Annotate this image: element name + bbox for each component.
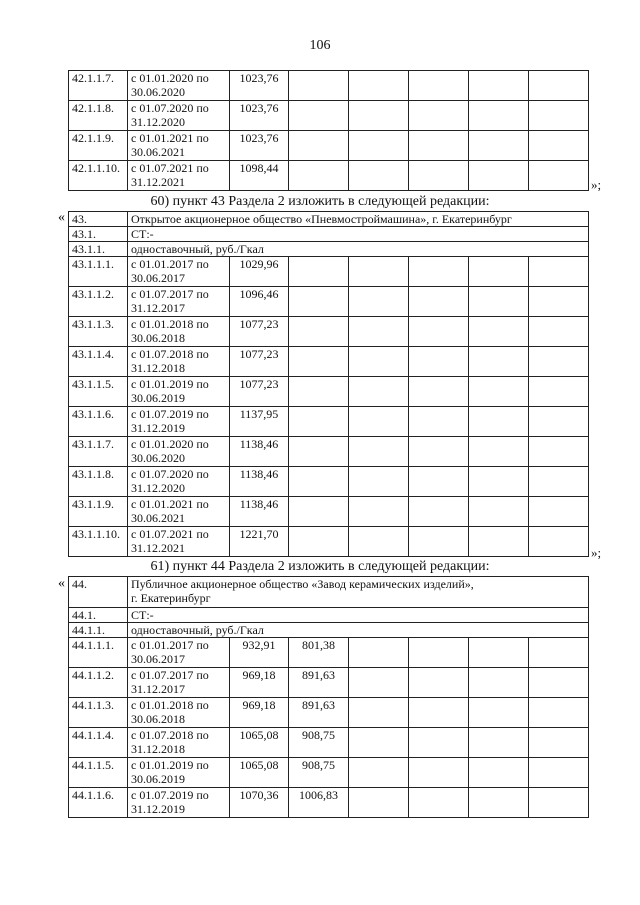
row-code: 44.1.1.6.: [69, 788, 128, 818]
period-start: с 01.07.2017 по: [131, 287, 209, 301]
period-start: с 01.01.2019 по: [131, 377, 209, 391]
row-code: 43.1.1.9.: [69, 497, 128, 527]
period-end: 31.12.2017: [131, 301, 185, 315]
row-text: одноставочный, руб./Гкал: [128, 623, 589, 638]
period-end: 30.06.2018: [131, 331, 185, 345]
row-code: 44.1.1.1.: [69, 638, 128, 668]
row-code: 44.1.: [69, 608, 128, 623]
tariff-value-1: 1023,76: [230, 101, 289, 131]
table-row: [69, 527, 589, 557]
section-heading-60: 60) пункт 43 Раздела 2 изложить в следующей редакции:: [150, 194, 490, 209]
tariff-value-1: 1077,23: [230, 317, 289, 347]
empty-cell: [349, 407, 409, 437]
empty-cell: [529, 668, 589, 698]
organization-name: [128, 577, 589, 608]
period-end: 31.12.2019: [131, 802, 185, 816]
tariff-value-1: 932,91: [230, 638, 289, 668]
period-cell: [128, 347, 230, 377]
empty-cell: [529, 407, 589, 437]
row-code: 43.1.1.8.: [69, 467, 128, 497]
empty-cell: [469, 71, 529, 101]
row-code: 44.: [69, 577, 128, 608]
empty-cell: [469, 728, 529, 758]
row-code: 43.1.1.5.: [69, 377, 128, 407]
period-start: с 01.01.2018 по: [131, 317, 209, 331]
empty-cell: [409, 71, 469, 101]
tariff-value-2: 908,75: [289, 758, 349, 788]
row-code: 43.1.1.: [69, 242, 128, 257]
row-code: 43.1.1.1.: [69, 257, 128, 287]
empty-cell: [529, 638, 589, 668]
empty-cell: [529, 788, 589, 818]
tariff-value-2: 908,75: [289, 728, 349, 758]
empty-cell: [409, 257, 469, 287]
row-code: 42.1.1.7.: [69, 71, 128, 101]
empty-cell: [529, 101, 589, 131]
table-row: [69, 287, 589, 317]
tariff-value-1: 1138,46: [230, 497, 289, 527]
period-start: с 01.07.2017 по: [131, 668, 209, 682]
empty-cell: [469, 467, 529, 497]
table-row: [69, 227, 589, 242]
tariff-value-1: 1098,44: [230, 161, 289, 191]
empty-cell: [409, 728, 469, 758]
period-end: 31.12.2018: [131, 742, 185, 756]
empty-cell: [349, 347, 409, 377]
table-row: [69, 608, 589, 623]
period-end: 30.06.2018: [131, 712, 185, 726]
table-row: [69, 131, 589, 161]
row-code: 44.1.1.2.: [69, 668, 128, 698]
tariff-value-1: 1221,70: [230, 527, 289, 557]
period-cell: [128, 437, 230, 467]
empty-cell: [409, 638, 469, 668]
tariff-table-42: [68, 70, 589, 191]
tariff-value-1: 1077,23: [230, 347, 289, 377]
organization-name-line: г. Екатеринбург: [131, 591, 211, 605]
period-start: с 01.01.2020 по: [131, 437, 209, 451]
period-cell: [128, 638, 230, 668]
table-row: [69, 698, 589, 728]
opening-quote-mark: «: [58, 576, 65, 591]
empty-cell: [409, 698, 469, 728]
period-end: 31.12.2017: [131, 682, 185, 696]
empty-cell: [529, 161, 589, 191]
empty-cell: [349, 101, 409, 131]
period-end: 30.06.2019: [131, 772, 185, 786]
empty-cell: [349, 317, 409, 347]
period-end: 31.12.2020: [131, 115, 185, 129]
table-row: [69, 257, 589, 287]
empty-cell: [349, 257, 409, 287]
empty-cell: [529, 698, 589, 728]
tariff-value-2: [289, 257, 349, 287]
empty-cell: [349, 467, 409, 497]
row-text: одноставочный, руб./Гкал: [128, 242, 589, 257]
closing-quote-mark: »;: [591, 545, 602, 560]
page-number: 106: [309, 38, 331, 53]
empty-cell: [409, 758, 469, 788]
empty-cell: [349, 497, 409, 527]
table-row: [69, 623, 589, 638]
period-cell: [128, 467, 230, 497]
table-row: [69, 101, 589, 131]
empty-cell: [469, 758, 529, 788]
period-start: с 01.07.2021 по: [131, 161, 209, 175]
empty-cell: [409, 497, 469, 527]
period-cell: [128, 161, 230, 191]
table-row: [69, 161, 589, 191]
empty-cell: [469, 668, 529, 698]
row-code: 44.1.1.3.: [69, 698, 128, 728]
table-row: [69, 377, 589, 407]
empty-cell: [529, 377, 589, 407]
table-row: [69, 638, 589, 668]
empty-cell: [469, 287, 529, 317]
period-end: 31.12.2020: [131, 481, 185, 495]
empty-cell: [469, 437, 529, 467]
empty-cell: [469, 101, 529, 131]
table-row: [69, 758, 589, 788]
row-code: 43.1.1.3.: [69, 317, 128, 347]
table-row: [69, 71, 589, 101]
empty-cell: [409, 467, 469, 497]
empty-cell: [409, 161, 469, 191]
table-row: [69, 497, 589, 527]
section-heading-61: 61) пункт 44 Раздела 2 изложить в следующей редакции:: [150, 559, 490, 574]
empty-cell: [469, 161, 529, 191]
row-code: 42.1.1.8.: [69, 101, 128, 131]
empty-cell: [409, 788, 469, 818]
empty-cell: [469, 257, 529, 287]
period-cell: [128, 668, 230, 698]
period-end: 31.12.2021: [131, 541, 185, 555]
tariff-value-1: 1023,76: [230, 131, 289, 161]
period-cell: [128, 101, 230, 131]
tariff-value-1: 1065,08: [230, 758, 289, 788]
empty-cell: [409, 287, 469, 317]
tariff-value-2: 891,63: [289, 698, 349, 728]
tariff-value-2: [289, 287, 349, 317]
row-code: 43.: [69, 212, 128, 227]
empty-cell: [529, 728, 589, 758]
period-cell: [128, 407, 230, 437]
period-start: с 01.07.2021 по: [131, 527, 209, 541]
empty-cell: [349, 437, 409, 467]
table-row: [69, 467, 589, 497]
empty-cell: [349, 668, 409, 698]
empty-cell: [349, 377, 409, 407]
tariff-value-2: [289, 131, 349, 161]
tariff-value-2: [289, 161, 349, 191]
row-text: СТ:-: [128, 227, 589, 242]
tariff-value-1: 1023,76: [230, 71, 289, 101]
empty-cell: [529, 71, 589, 101]
period-end: 30.06.2020: [131, 85, 185, 99]
empty-cell: [349, 728, 409, 758]
row-code: 42.1.1.10.: [69, 161, 128, 191]
period-end: 30.06.2017: [131, 271, 185, 285]
period-end: 30.06.2021: [131, 145, 185, 159]
empty-cell: [529, 131, 589, 161]
empty-cell: [409, 407, 469, 437]
tariff-value-2: [289, 437, 349, 467]
tariff-value-1: 1029,96: [230, 257, 289, 287]
period-end: 30.06.2020: [131, 451, 185, 465]
period-start: с 01.01.2021 по: [131, 497, 209, 511]
period-start: с 01.01.2021 по: [131, 131, 209, 145]
row-text: СТ:-: [128, 608, 589, 623]
tariff-value-1: 969,18: [230, 698, 289, 728]
period-cell: [128, 698, 230, 728]
empty-cell: [409, 437, 469, 467]
empty-cell: [349, 287, 409, 317]
empty-cell: [529, 467, 589, 497]
table-row: [69, 728, 589, 758]
empty-cell: [349, 758, 409, 788]
tariff-value-2: 801,38: [289, 638, 349, 668]
period-cell: [128, 527, 230, 557]
empty-cell: [409, 347, 469, 377]
empty-cell: [469, 347, 529, 377]
empty-cell: [529, 758, 589, 788]
tariff-value-1: 1138,46: [230, 467, 289, 497]
tariff-value-2: [289, 317, 349, 347]
empty-cell: [529, 437, 589, 467]
table-row: [69, 668, 589, 698]
tariff-value-2: 1006,83: [289, 788, 349, 818]
empty-cell: [469, 527, 529, 557]
empty-cell: [409, 527, 469, 557]
period-start: с 01.07.2019 по: [131, 407, 209, 421]
empty-cell: [349, 698, 409, 728]
period-cell: [128, 257, 230, 287]
empty-cell: [529, 287, 589, 317]
period-end: 30.06.2021: [131, 511, 185, 525]
empty-cell: [409, 317, 469, 347]
period-start: с 01.01.2018 по: [131, 698, 209, 712]
empty-cell: [469, 131, 529, 161]
period-cell: [128, 758, 230, 788]
tariff-value-2: [289, 377, 349, 407]
row-code: 43.1.1.6.: [69, 407, 128, 437]
row-code: 43.1.1.10.: [69, 527, 128, 557]
tariff-value-1: 1096,46: [230, 287, 289, 317]
period-end: 31.12.2021: [131, 175, 185, 189]
table-row: [69, 788, 589, 818]
table-row: [69, 242, 589, 257]
period-start: с 01.01.2020 по: [131, 71, 209, 85]
row-code: 43.1.1.2.: [69, 287, 128, 317]
empty-cell: [349, 788, 409, 818]
tariff-value-2: [289, 101, 349, 131]
period-end: 30.06.2019: [131, 391, 185, 405]
empty-cell: [409, 131, 469, 161]
period-cell: [128, 317, 230, 347]
opening-quote-mark: «: [58, 210, 65, 225]
period-start: с 01.07.2019 по: [131, 788, 209, 802]
empty-cell: [529, 257, 589, 287]
row-code: 44.1.1.4.: [69, 728, 128, 758]
tariff-value-1: 969,18: [230, 668, 289, 698]
empty-cell: [469, 698, 529, 728]
period-cell: [128, 728, 230, 758]
organization-name: Открытое акционерное общество «Пневмостроймашина», г. Екатеринбург: [128, 212, 589, 227]
tariff-value-1: 1077,23: [230, 377, 289, 407]
empty-cell: [349, 131, 409, 161]
empty-cell: [529, 497, 589, 527]
table-row: [69, 577, 589, 608]
period-start: с 01.07.2020 по: [131, 467, 209, 481]
empty-cell: [469, 407, 529, 437]
tariff-value-1: 1070,36: [230, 788, 289, 818]
period-start: с 01.07.2020 по: [131, 101, 209, 115]
row-code: 43.1.1.7.: [69, 437, 128, 467]
period-start: с 01.01.2019 по: [131, 758, 209, 772]
period-cell: [128, 497, 230, 527]
period-end: 31.12.2019: [131, 421, 185, 435]
empty-cell: [469, 497, 529, 527]
tariff-value-2: [289, 407, 349, 437]
period-start: с 01.07.2018 по: [131, 728, 209, 742]
table-row: [69, 347, 589, 377]
table-row: [69, 407, 589, 437]
tariff-table-44: [68, 576, 589, 818]
empty-cell: [349, 161, 409, 191]
empty-cell: [409, 668, 469, 698]
period-start: с 01.01.2017 по: [131, 257, 209, 271]
empty-cell: [409, 101, 469, 131]
period-cell: [128, 131, 230, 161]
tariff-value-2: [289, 497, 349, 527]
period-end: 30.06.2017: [131, 652, 185, 666]
empty-cell: [469, 638, 529, 668]
empty-cell: [529, 527, 589, 557]
row-code: 44.1.1.: [69, 623, 128, 638]
empty-cell: [349, 638, 409, 668]
period-start: с 01.07.2018 по: [131, 347, 209, 361]
table-row: [69, 317, 589, 347]
tariff-value-1: 1065,08: [230, 728, 289, 758]
tariff-value-1: 1138,46: [230, 437, 289, 467]
empty-cell: [469, 317, 529, 347]
tariff-value-2: [289, 527, 349, 557]
period-cell: [128, 71, 230, 101]
empty-cell: [349, 71, 409, 101]
period-cell: [128, 788, 230, 818]
tariff-value-2: [289, 71, 349, 101]
tariff-value-2: [289, 347, 349, 377]
empty-cell: [469, 788, 529, 818]
empty-cell: [469, 377, 529, 407]
row-code: 43.1.: [69, 227, 128, 242]
empty-cell: [349, 527, 409, 557]
row-code: 42.1.1.9.: [69, 131, 128, 161]
period-cell: [128, 287, 230, 317]
organization-name-line: Публичное акционерное общество «Завод керамических изделий»,: [131, 577, 474, 591]
period-end: 31.12.2018: [131, 361, 185, 375]
row-code: 43.1.1.4.: [69, 347, 128, 377]
tariff-value-1: 1137,95: [230, 407, 289, 437]
period-cell: [128, 377, 230, 407]
table-row: [69, 437, 589, 467]
empty-cell: [529, 347, 589, 377]
table-row: [69, 212, 589, 227]
empty-cell: [529, 317, 589, 347]
closing-quote-mark: »;: [591, 177, 602, 192]
tariff-value-2: [289, 467, 349, 497]
period-start: с 01.01.2017 по: [131, 638, 209, 652]
tariff-table-43: [68, 211, 589, 557]
empty-cell: [409, 377, 469, 407]
row-code: 44.1.1.5.: [69, 758, 128, 788]
tariff-value-2: 891,63: [289, 668, 349, 698]
